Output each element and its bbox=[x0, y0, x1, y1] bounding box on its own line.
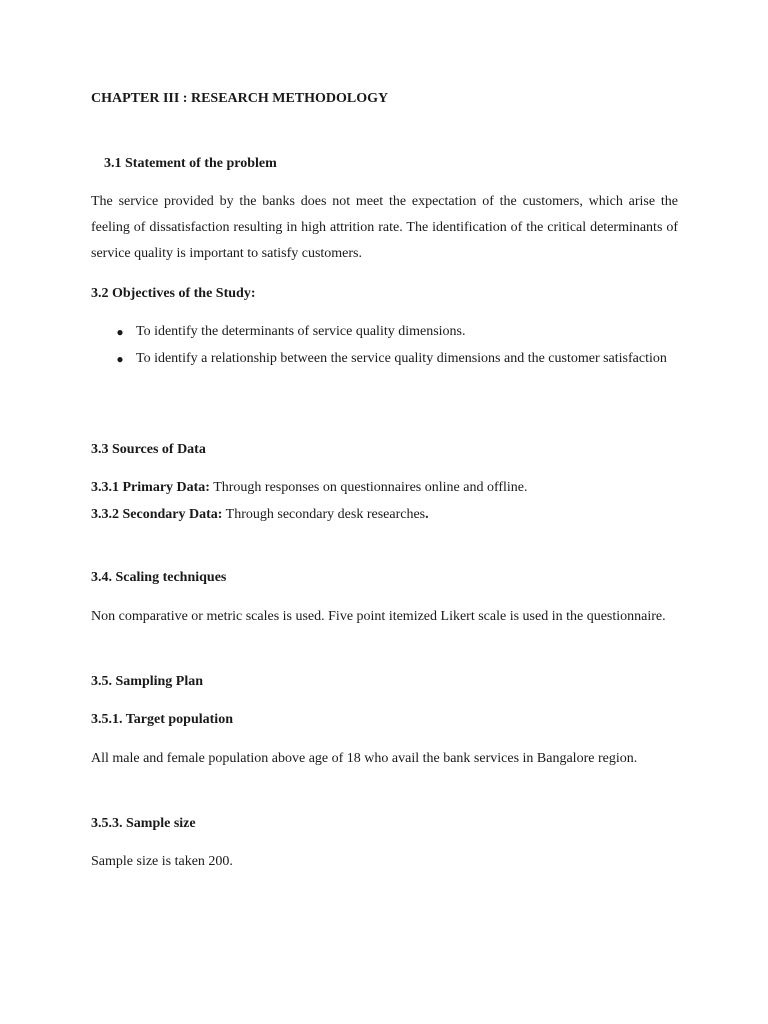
chapter-title: CHAPTER III : RESEARCH METHODOLOGY bbox=[91, 91, 389, 106]
objective-text: To identify the determinants of service quality dimensions. bbox=[136, 324, 466, 339]
section-3-5-3-heading: 3.5.3. Sample size bbox=[91, 816, 196, 831]
objective-item bbox=[113, 346, 678, 372]
bullet-icon: ● bbox=[116, 352, 124, 366]
section-3-2-heading: 3.2 Objectives of the Study: bbox=[91, 286, 256, 301]
primary-data-line bbox=[91, 475, 678, 501]
objective-item bbox=[113, 319, 678, 345]
section-3-5-1-body: All male and female population above age of 18 who avail the bank services in Bangalore region. bbox=[91, 751, 638, 766]
primary-data-text: Through responses on questionnaires online and offline. bbox=[209, 480, 528, 495]
section-3-5-heading: 3.5. Sampling Plan bbox=[91, 674, 204, 689]
primary-data-label: 3.3.1 Primary Data: bbox=[91, 480, 210, 495]
secondary-data-end: . bbox=[425, 507, 429, 522]
bullet-icon: ● bbox=[116, 325, 124, 339]
section-3-4-body: Non comparative or metric scales is used. Five point itemized Likert scale is used in the questionnaire. bbox=[91, 609, 666, 624]
secondary-data-label: 3.3.2 Secondary Data: bbox=[91, 507, 223, 522]
section-3-3-heading: 3.3 Sources of Data bbox=[91, 442, 206, 457]
objective-text: To identify a relationship between the service quality dimensions and the customer satisfaction bbox=[136, 351, 667, 366]
section-3-1-heading: 3.1 Statement of the problem bbox=[104, 156, 277, 171]
section-3-5-3-body: Sample size is taken 200. bbox=[91, 854, 233, 869]
section-3-4-heading: 3.4. Scaling techniques bbox=[91, 570, 227, 585]
secondary-data-line bbox=[91, 502, 678, 528]
section-3-1-body: The service provided by the banks does not meet the expectation of the customers, which arise the feeling of dissatisfaction resulting in high attrition rate. The identification of the critical determinants of service quality is important to satisfy customers. bbox=[91, 194, 678, 261]
secondary-data-text: Through secondary desk researches bbox=[222, 507, 426, 522]
section-3-5-1-heading: 3.5.1. Target population bbox=[91, 712, 233, 727]
